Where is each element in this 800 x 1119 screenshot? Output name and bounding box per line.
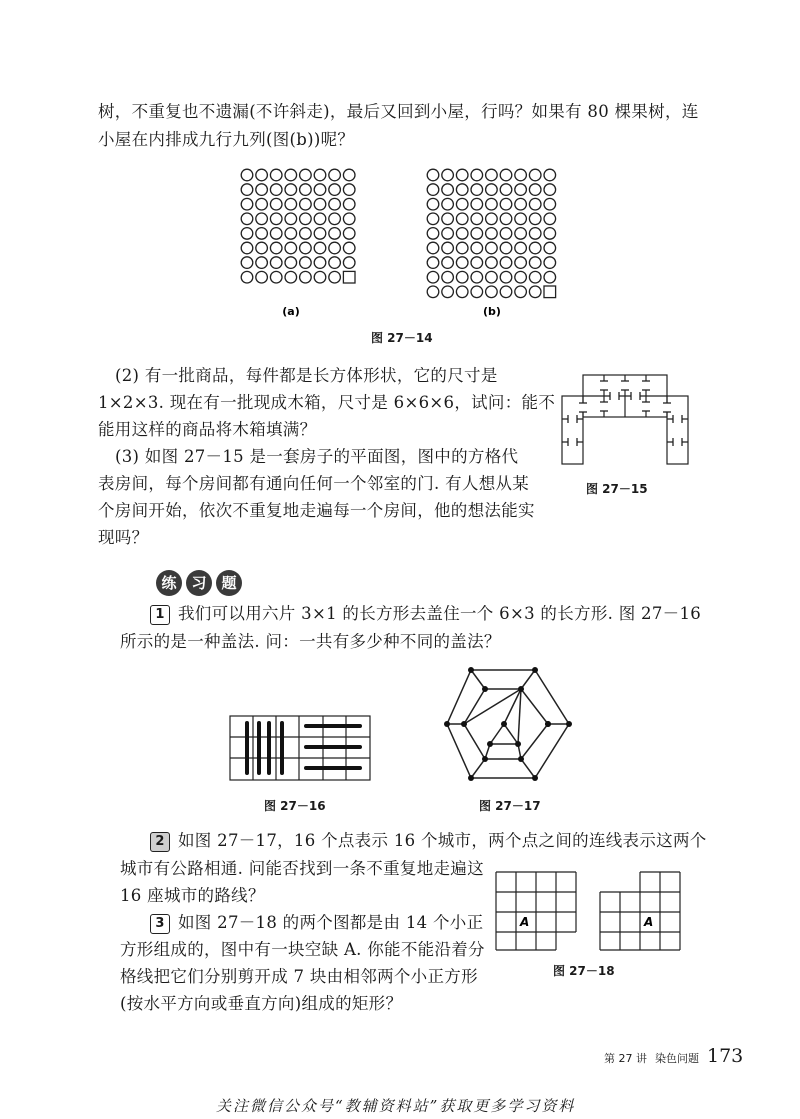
tree-circle: [500, 198, 512, 210]
problem3-line-4: 现吗？: [98, 528, 149, 547]
footer-lecture: 第 27 讲: [604, 1052, 647, 1065]
exercise2-line-2: 城市有公路相通. 问能否找到一条不重复地走遍这: [120, 859, 484, 878]
tree-circle: [544, 271, 556, 283]
tree-circle: [329, 257, 341, 269]
tree-circle: [544, 184, 556, 196]
tree-circle: [329, 184, 341, 196]
tree-circle: [256, 257, 268, 269]
exercise3-line-1: [150, 909, 483, 936]
tree-circle: [471, 228, 483, 240]
tree-circle: [285, 242, 297, 254]
tree-circle: [544, 169, 556, 181]
tree-circle: [427, 213, 439, 225]
tree-circle: [500, 271, 512, 283]
problem2-line-1: (2) 有一批商品，每件都是长方体形状，它的尺寸是: [115, 366, 498, 385]
tree-circle: [500, 242, 512, 254]
tree-circle: [329, 242, 341, 254]
tree-circle: [442, 242, 454, 254]
tree-circle: [300, 228, 312, 240]
tree-circle: [500, 257, 512, 269]
tree-circle: [486, 242, 498, 254]
exercise1-text-1: 我们可以用六片 3×1 的长方形去盖住一个 6×3 的长方形. 图 27－16: [178, 604, 702, 623]
problem3-line-1: (3) 如图 27－15 是一套房子的平面图，图中的方格代: [115, 447, 519, 466]
tree-circle: [456, 184, 468, 196]
tree-circle: [515, 257, 527, 269]
tree-circle: [256, 169, 268, 181]
tree-circle: [486, 257, 498, 269]
tree-circle: [500, 184, 512, 196]
tree-circle: [343, 198, 355, 210]
tree-circle: [241, 213, 253, 225]
tree-circle: [285, 228, 297, 240]
exercise3-line-4: (按水平方向或垂直方向)组成的矩形？: [120, 994, 403, 1013]
tree-circle: [500, 286, 512, 298]
figure-27-17-graph: [438, 662, 578, 786]
tree-circle: [442, 184, 454, 196]
tree-circle: [515, 198, 527, 210]
exercise2-number: 2: [150, 832, 170, 852]
tree-circle: [529, 228, 541, 240]
circle-grid-b: [427, 169, 555, 297]
caption-27-17: 图 27－17: [479, 799, 541, 813]
tree-circle: [515, 242, 527, 254]
tree-circle: [256, 184, 268, 196]
tree-circle: [329, 228, 341, 240]
tree-circle: [427, 286, 439, 298]
tree-circle: [329, 213, 341, 225]
page-footer: [604, 1045, 743, 1067]
caption-27-18: 图 27－18: [553, 964, 615, 978]
tree-circle: [270, 257, 282, 269]
tree-circle: [427, 257, 439, 269]
exercise3-number: 3: [150, 914, 170, 934]
tree-circle: [314, 213, 326, 225]
tree-circle: [544, 228, 556, 240]
caption-27-14: 图 27－14: [371, 331, 433, 345]
tree-circle: [515, 228, 527, 240]
tree-circle: [529, 184, 541, 196]
tree-circle: [343, 169, 355, 181]
tree-circle: [456, 228, 468, 240]
tree-circle: [529, 242, 541, 254]
figure-27-18: [494, 870, 684, 952]
tree-circle: [544, 242, 556, 254]
exercises-title-char-3: 题: [216, 570, 242, 596]
tree-circle: [529, 257, 541, 269]
tree-circle: [486, 198, 498, 210]
circle-grid-a: [241, 169, 355, 283]
house-square: [544, 286, 556, 298]
tree-circle: [442, 169, 454, 181]
tree-circle: [442, 228, 454, 240]
tree-circle: [515, 286, 527, 298]
tree-circle: [500, 213, 512, 225]
figure-27-14: [220, 160, 580, 350]
tree-circle: [285, 198, 297, 210]
tree-circle: [486, 169, 498, 181]
tree-circle: [471, 213, 483, 225]
problem3-line-3: 个房间开始，依次不重复地走遍每一个房间，他的想法能实: [98, 501, 535, 520]
exercises-title: [156, 570, 242, 596]
tree-circle: [471, 286, 483, 298]
tree-circle: [300, 169, 312, 181]
tree-circle: [300, 271, 312, 283]
tree-circle: [427, 184, 439, 196]
tree-circle: [456, 257, 468, 269]
tree-circle: [442, 286, 454, 298]
tree-circle: [456, 169, 468, 181]
tree-circle: [270, 271, 282, 283]
tree-circle: [471, 169, 483, 181]
tree-circle: [456, 286, 468, 298]
intro-line-2: 小屋在内排成九行九列(图(b))呢？: [98, 130, 355, 149]
tree-circle: [300, 257, 312, 269]
tree-circle: [500, 228, 512, 240]
tree-circle: [343, 228, 355, 240]
tree-circle: [456, 198, 468, 210]
tree-circle: [241, 242, 253, 254]
tree-circle: [256, 228, 268, 240]
tree-circle: [270, 213, 282, 225]
tree-circle: [456, 213, 468, 225]
tree-circle: [300, 184, 312, 196]
exercise3-line-2: 方形组成的，图中有一块空缺 A. 你能不能沿着分: [120, 940, 485, 959]
tree-circle: [427, 169, 439, 181]
tree-circle: [241, 169, 253, 181]
tree-circle: [486, 213, 498, 225]
tree-circle: [241, 257, 253, 269]
problem2-line-3: 能用这样的商品将木箱填满？: [98, 420, 317, 439]
tree-circle: [285, 271, 297, 283]
tree-circle: [486, 271, 498, 283]
caption-27-16: 图 27－16: [264, 799, 326, 813]
tree-circle: [343, 184, 355, 196]
tree-circle: [314, 271, 326, 283]
caption-27-15: 图 27－15: [586, 482, 648, 496]
exercise3-text-1: 如图 27－18 的两个图都是由 14 个小正: [178, 913, 484, 932]
tree-circle: [241, 184, 253, 196]
tree-circle: [270, 242, 282, 254]
tree-circle: [515, 184, 527, 196]
tree-circle: [529, 169, 541, 181]
tree-circle: [343, 242, 355, 254]
tree-circle: [442, 271, 454, 283]
tree-circle: [285, 213, 297, 225]
tree-circle: [256, 198, 268, 210]
tree-circle: [314, 257, 326, 269]
tree-circle: [314, 184, 326, 196]
tree-circle: [314, 228, 326, 240]
exercise1-number: 1: [150, 605, 170, 625]
tree-circle: [241, 228, 253, 240]
tree-circle: [471, 257, 483, 269]
exercises-title-char-2: 习: [186, 570, 212, 596]
tree-circle: [486, 184, 498, 196]
tree-circle: [241, 198, 253, 210]
exercise1-line-1: [150, 600, 701, 627]
tree-circle: [500, 169, 512, 181]
tree-circle: [241, 271, 253, 283]
cell-a-right: A: [644, 915, 654, 929]
tree-circle: [544, 257, 556, 269]
tree-circle: [515, 169, 527, 181]
tree-circle: [442, 198, 454, 210]
intro-line-1: 树，不重复也不遗漏(不许斜走)，最后又回到小屋，行吗？如果有 80 棵果树，连: [98, 102, 699, 121]
tree-circle: [300, 242, 312, 254]
tree-circle: [427, 198, 439, 210]
tree-circle: [529, 286, 541, 298]
tree-circle: [471, 242, 483, 254]
tree-circle: [427, 271, 439, 283]
tree-circle: [270, 184, 282, 196]
tree-circle: [471, 198, 483, 210]
exercise3-line-3: 格线把它们分别剪开成 7 块由相邻两个小正方形: [120, 967, 478, 986]
tree-circle: [314, 169, 326, 181]
cell-a-left: A: [520, 915, 530, 929]
tree-circle: [329, 271, 341, 283]
tree-circle: [544, 213, 556, 225]
tree-circle: [314, 198, 326, 210]
watermark-text: 关注微信公众号“教辅资料站”获取更多学习资料: [216, 1097, 576, 1115]
figure-27-15-floorplan: [555, 370, 695, 470]
exercise1-line-2: 所示的是一种盖法. 问：一共有多少种不同的盖法？: [120, 632, 501, 651]
label-b: (b): [483, 305, 501, 318]
tree-circle: [427, 228, 439, 240]
tree-circle: [427, 242, 439, 254]
page-number: 173: [707, 1045, 744, 1067]
tree-circle: [529, 198, 541, 210]
problem3-line-2: 表房间，每个房间都有通向任何一个邻室的门. 有人想从某: [98, 474, 530, 493]
tree-circle: [515, 213, 527, 225]
tree-circle: [442, 257, 454, 269]
tree-circle: [456, 271, 468, 283]
figure-27-16: [228, 712, 378, 784]
tree-circle: [544, 198, 556, 210]
tree-circle: [486, 286, 498, 298]
footer-topic: 染色问题: [655, 1052, 699, 1065]
house-square: [343, 271, 355, 283]
exercise2-line-3: 16 座城市的路线？: [120, 886, 265, 905]
tree-circle: [300, 198, 312, 210]
tree-circle: [285, 184, 297, 196]
tree-circle: [270, 228, 282, 240]
tree-circle: [270, 198, 282, 210]
tree-circle: [515, 271, 527, 283]
tree-circle: [256, 271, 268, 283]
exercises-title-char-1: 练: [156, 570, 182, 596]
tree-circle: [486, 228, 498, 240]
tree-circle: [343, 213, 355, 225]
tree-circle: [529, 213, 541, 225]
tree-circle: [329, 169, 341, 181]
tree-circle: [471, 184, 483, 196]
tree-circle: [300, 213, 312, 225]
tree-circle: [270, 169, 282, 181]
tree-circle: [529, 271, 541, 283]
tree-circle: [471, 271, 483, 283]
tree-circle: [285, 257, 297, 269]
tree-circle: [343, 257, 355, 269]
tree-circle: [256, 213, 268, 225]
tree-circle: [442, 213, 454, 225]
exercise2-line-1: [150, 827, 707, 854]
tree-circle: [256, 242, 268, 254]
tree-circle: [329, 198, 341, 210]
tree-circle: [285, 169, 297, 181]
exercise2-text-1: 如图 27－17，16 个点表示 16 个城市，两个点之间的连线表示这两个: [178, 831, 707, 850]
tree-circle: [456, 242, 468, 254]
problem2-line-2: 1×2×3. 现在有一批现成木箱，尺寸是 6×6×6，试问：能不: [98, 393, 556, 412]
tree-circle: [314, 242, 326, 254]
label-a: (a): [282, 305, 300, 318]
